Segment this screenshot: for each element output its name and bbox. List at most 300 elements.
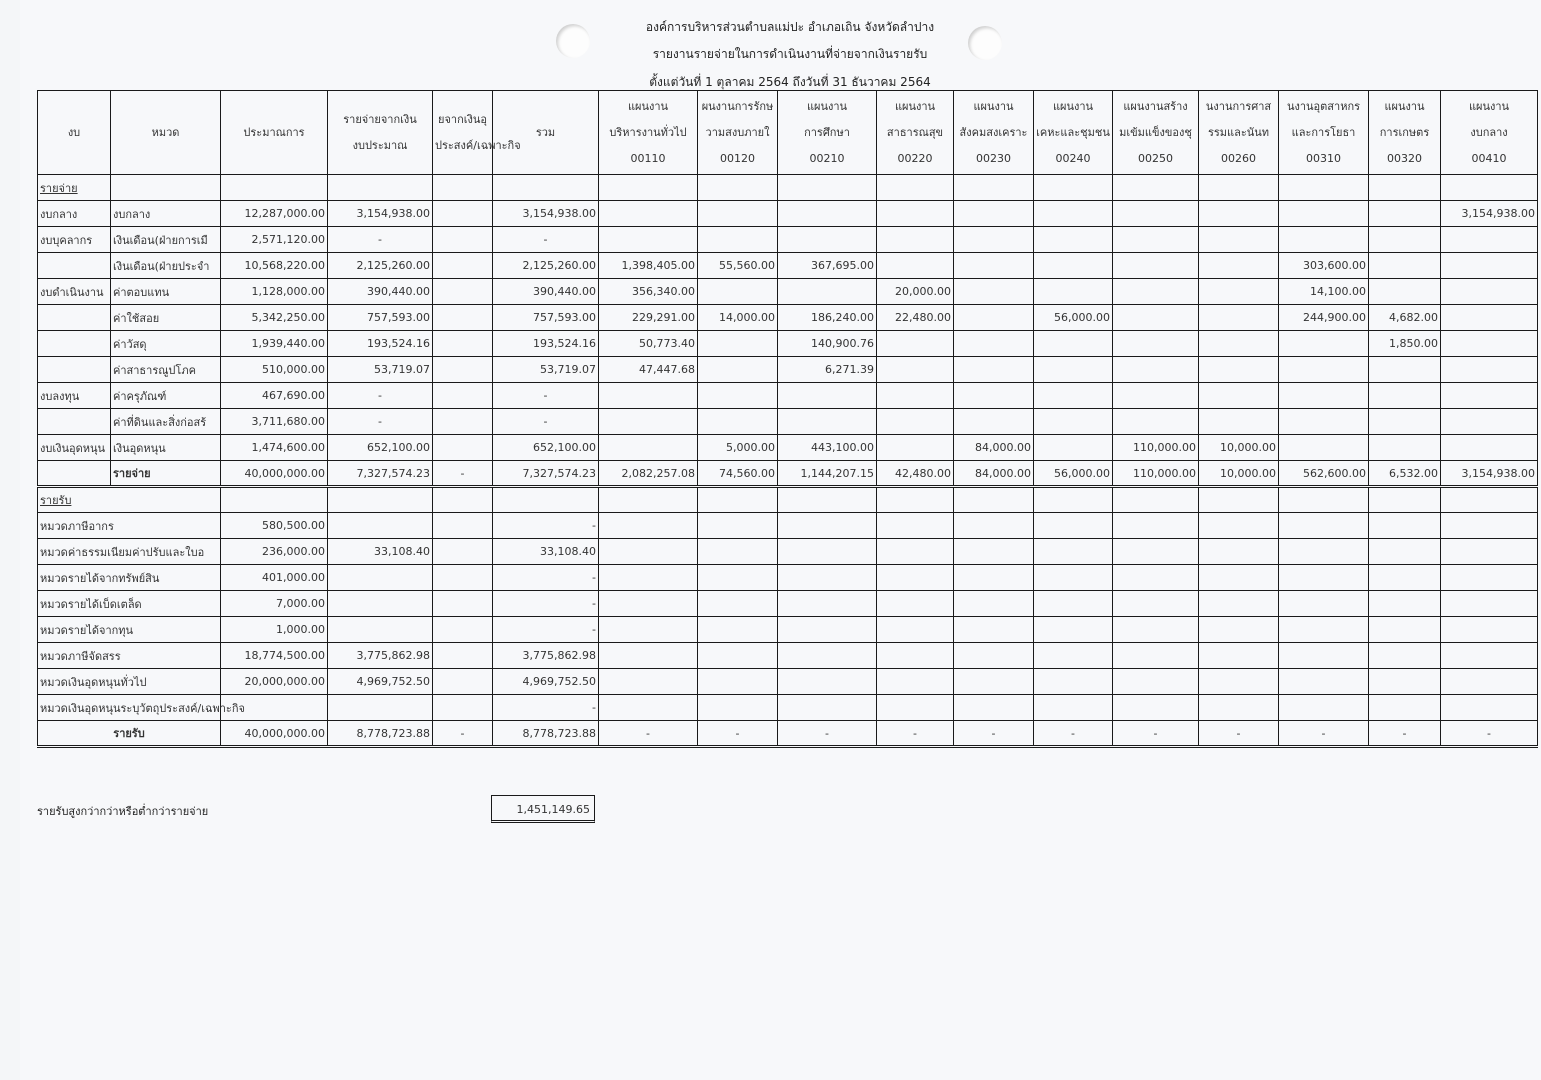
table-cell [778,513,877,539]
amount-cell: 236,000.00 [221,539,328,565]
column-header-line: และการโยธา [1291,125,1356,139]
amount-cell [698,383,778,409]
table-cell [1199,695,1279,721]
amount-cell [1441,227,1538,253]
amount-cell [1441,383,1538,409]
amount-cell [954,409,1034,435]
surplus-value: 1,451,149.65 [491,795,595,823]
amount-cell: 652,100.00 [328,435,433,461]
column-header [1034,91,1113,175]
amount-cell [1369,253,1441,279]
table-row [38,435,1538,461]
table-cell [599,539,698,565]
amount-cell: 580,500.00 [221,513,328,539]
column-header [433,91,521,175]
income-category-cell: หมวดรายได้จากทุน [38,617,221,643]
column-header [1113,91,1199,175]
total-amount-cell: 10,000.00 [1199,461,1279,487]
table-cell [778,591,877,617]
table-cell [1369,539,1441,565]
table-cell [1279,695,1369,721]
column-header [1441,91,1538,175]
org-title: องค์การบริหารส่วนตำบลแม่ปะ อำเภอเถิน จังหวัดลำปาง [645,20,935,34]
table-cell [1113,591,1199,617]
amount-cell [1369,409,1441,435]
amount-cell [877,331,954,357]
table-cell [1199,669,1279,695]
amount-cell [1279,357,1369,383]
amount-cell: - [493,565,599,591]
amount-cell [698,409,778,435]
amount-cell: 110,000.00 [1113,435,1199,461]
column-header [599,91,698,175]
table-row [38,643,1538,669]
column-header-line: 00250 [1138,151,1173,165]
amount-cell: 55,560.00 [698,253,778,279]
total-amount-cell: 56,000.00 [1034,461,1113,487]
amount-cell: 1,128,000.00 [221,279,328,305]
table-cell [1113,669,1199,695]
budget-type-cell: งบลงทุน [38,383,111,409]
table-cell [599,669,698,695]
table-cell [954,669,1034,695]
table-cell [698,487,778,513]
table-cell [954,591,1034,617]
column-header-line: งบ [67,125,81,139]
table-cell [1034,175,1113,201]
amount-cell [1199,253,1279,279]
table-cell [1441,643,1538,669]
amount-cell [877,409,954,435]
amount-cell [433,539,493,565]
amount-cell: - [493,513,599,539]
table-cell [221,175,328,201]
column-header-line: นงานการศาส [1205,99,1272,113]
amount-cell [1441,253,1538,279]
amount-cell [1369,201,1441,227]
table-cell [1113,175,1199,201]
table-cell [1369,591,1441,617]
amount-cell: 6,271.39 [778,357,877,383]
amount-cell [433,695,493,721]
amount-cell: 5,342,250.00 [221,305,328,331]
amount-cell [1441,409,1538,435]
amount-cell: 193,524.16 [493,331,599,357]
table-cell [698,565,778,591]
total-amount-cell: 110,000.00 [1113,461,1199,487]
table-cell [1113,695,1199,721]
table-cell [954,695,1034,721]
amount-cell: 84,000.00 [954,435,1034,461]
amount-cell [328,565,433,591]
total-amount-cell: - [877,721,954,747]
table-cell [599,175,698,201]
amount-cell: 10,568,220.00 [221,253,328,279]
table-cell [1279,539,1369,565]
column-header [1279,91,1369,175]
category-cell: งบกลาง [111,201,221,227]
amount-cell: 757,593.00 [493,305,599,331]
table-cell [1113,643,1199,669]
amount-cell [433,643,493,669]
amount-cell [599,409,698,435]
category-cell: เงินเดือน(ฝ่ายการเมื [111,227,221,253]
column-header-line: 00120 [720,151,755,165]
table-cell [1034,539,1113,565]
amount-cell: - [328,409,433,435]
total-amount-cell: - [433,461,493,487]
table-cell [877,591,954,617]
column-header-line: 00260 [1221,151,1256,165]
table-row [38,539,1538,565]
income-category-cell: หมวดเงินอุดหนุนทั่วไป [38,669,221,695]
total-amount-cell: - [1113,721,1199,747]
table-cell [877,643,954,669]
table-cell [698,175,778,201]
amount-cell: 2,571,120.00 [221,227,328,253]
column-header [328,91,433,175]
amount-cell: 20,000.00 [877,279,954,305]
table-cell [1199,175,1279,201]
table-row [38,279,1538,305]
column-header-line: ยจากเงินอุ [438,112,487,126]
column-header-line: แผนงาน [1468,99,1510,113]
column-header-line: งบประมาณ [352,138,408,152]
amount-cell: 467,690.00 [221,383,328,409]
table-cell [877,695,954,721]
table-cell [954,539,1034,565]
table-cell [493,175,599,201]
table-row [38,383,1538,409]
income-category-cell: หมวดภาษีอากร [38,513,221,539]
column-header-line: การศึกษา [804,125,850,139]
table-cell [1199,617,1279,643]
table-cell [1441,669,1538,695]
column-header-line: งบกลาง [1470,125,1508,139]
header-row [38,91,1538,175]
amount-cell [954,201,1034,227]
report-table [37,90,1538,748]
total-amount-cell: - [433,721,493,747]
amount-cell: 5,000.00 [698,435,778,461]
table-cell [698,539,778,565]
amount-cell: 510,000.00 [221,357,328,383]
budget-type-cell: งบกลาง [38,201,111,227]
column-header-line: 00320 [1387,151,1422,165]
table-cell [38,461,111,487]
table-cell [954,513,1034,539]
table-cell [1034,643,1113,669]
total-label: รายจ่าย [111,461,221,487]
column-header [778,91,877,175]
amount-cell: 1,939,440.00 [221,331,328,357]
amount-cell: - [493,383,599,409]
amount-cell: 33,108.40 [328,539,433,565]
table-cell [1441,695,1538,721]
amount-cell [1034,331,1113,357]
table-cell [778,487,877,513]
category-cell: ค่าครุภัณฑ์ [111,383,221,409]
table-cell [1279,565,1369,591]
table-cell [1369,175,1441,201]
table-cell [1369,487,1441,513]
total-amount-cell: - [599,721,698,747]
total-amount-cell: 8,778,723.88 [493,721,599,747]
column-header-line: รรมและนันท [1207,125,1270,139]
amount-cell [877,253,954,279]
table-cell [698,591,778,617]
amount-cell [954,357,1034,383]
amount-cell: 652,100.00 [493,435,599,461]
amount-cell [433,409,493,435]
amount-cell [1199,331,1279,357]
amount-cell [698,201,778,227]
amount-cell [1369,435,1441,461]
column-header-line: บริหารงานทั่วไป [609,125,687,139]
amount-cell: 53,719.07 [493,357,599,383]
surplus-label: รายรับสูงกว่ากว่าหรือต่ำกว่ารายจ่าย [37,805,209,818]
total-label: รายรับ [38,721,221,747]
total-amount-cell: - [1441,721,1538,747]
column-header [38,91,111,175]
table-cell [1441,175,1538,201]
amount-cell [1034,409,1113,435]
amount-cell [328,617,433,643]
table-cell [954,617,1034,643]
column-header-line: สาธารณสุข [886,125,944,139]
table-row [38,409,1538,435]
table-row [38,591,1538,617]
budget-type-cell: งบเงินอุดหนุน [38,435,111,461]
column-header-line: หมวด [151,125,180,139]
amount-cell [433,435,493,461]
amount-cell [954,383,1034,409]
table-cell [877,487,954,513]
section-row [38,487,1538,513]
amount-cell [877,357,954,383]
budget-type-cell [38,409,111,435]
column-header-line: 00310 [1306,151,1341,165]
amount-cell [433,201,493,227]
amount-cell [433,305,493,331]
table-cell [778,695,877,721]
column-header-line: แผนงานสร้าง [1123,99,1188,113]
amount-cell: 4,682.00 [1369,305,1441,331]
amount-cell: 1,000.00 [221,617,328,643]
amount-cell [1113,357,1199,383]
amount-cell: 367,695.00 [778,253,877,279]
income-category-cell: หมวดรายได้เบ็ดเตล็ด [38,591,221,617]
column-header [493,91,599,175]
table-row [38,357,1538,383]
amount-cell [1034,279,1113,305]
amount-cell [433,227,493,253]
amount-cell [599,201,698,227]
amount-cell: 3,154,938.00 [493,201,599,227]
amount-cell [698,279,778,305]
amount-cell: 4,969,752.50 [493,669,599,695]
table-cell [1279,643,1369,669]
amount-cell [1441,279,1538,305]
amount-cell [877,227,954,253]
column-header-line: แผนงาน [1052,99,1094,113]
report-title: รายงานรายจ่ายในการดำเนินงานที่จ่ายจากเงินรายรับ [652,47,928,61]
table-cell [778,617,877,643]
income-total-row [38,721,1538,747]
amount-cell: 303,600.00 [1279,253,1369,279]
amount-cell [433,253,493,279]
column-header-line: ผนงานการรักษ [701,99,774,113]
amount-cell: 1,850.00 [1369,331,1441,357]
table-cell [698,669,778,695]
table-cell [877,565,954,591]
table-cell [1199,539,1279,565]
amount-cell [328,591,433,617]
amount-cell [433,617,493,643]
column-header-line: รวม [535,125,556,139]
table-cell [1113,513,1199,539]
amount-cell: 390,440.00 [493,279,599,305]
table-cell [1279,669,1369,695]
table-cell [1034,695,1113,721]
amount-cell [698,357,778,383]
total-amount-cell: - [954,721,1034,747]
table-cell [1034,591,1113,617]
total-amount-cell: 7,327,574.23 [493,461,599,487]
amount-cell [1199,305,1279,331]
total-amount-cell: - [1034,721,1113,747]
total-amount-cell: 6,532.00 [1369,461,1441,487]
amount-cell: 1,398,405.00 [599,253,698,279]
total-amount-cell: 8,778,723.88 [328,721,433,747]
table-cell [778,669,877,695]
amount-cell: 53,719.07 [328,357,433,383]
table-cell [599,513,698,539]
amount-cell [778,383,877,409]
column-header-line: สังคมสงเคราะ [959,125,1028,139]
table-cell [1034,513,1113,539]
table-cell [1279,175,1369,201]
amount-cell [1034,253,1113,279]
table-row [38,565,1538,591]
total-amount-cell: - [1369,721,1441,747]
section-label: รายรับ [38,487,221,513]
table-cell [1441,513,1538,539]
amount-cell: 14,100.00 [1279,279,1369,305]
amount-cell: 18,774,500.00 [221,643,328,669]
table-cell [954,487,1034,513]
amount-cell [698,227,778,253]
amount-cell: 47,447.68 [599,357,698,383]
table-cell [1034,669,1113,695]
amount-cell: 193,524.16 [328,331,433,357]
amount-cell: 50,773.40 [599,331,698,357]
column-header-line: รายจ่ายจากเงิน [343,112,417,126]
column-header-line: 00230 [976,151,1011,165]
budget-type-cell [38,331,111,357]
amount-cell: 244,900.00 [1279,305,1369,331]
amount-cell: 10,000.00 [1199,435,1279,461]
amount-cell [1369,279,1441,305]
amount-cell [877,201,954,227]
section-row [38,175,1538,201]
table-cell [1369,513,1441,539]
amount-cell: 20,000,000.00 [221,669,328,695]
amount-cell [1441,435,1538,461]
column-header [221,91,328,175]
amount-cell [1369,227,1441,253]
column-header-line: แผนงาน [627,99,669,113]
amount-cell [1199,357,1279,383]
amount-cell: 2,125,260.00 [493,253,599,279]
amount-cell [433,383,493,409]
amount-cell: 3,154,938.00 [328,201,433,227]
table-cell [599,617,698,643]
table-cell [778,539,877,565]
total-amount-cell: - [778,721,877,747]
amount-cell [877,435,954,461]
table-row [38,669,1538,695]
table-cell [954,175,1034,201]
table-cell [698,643,778,669]
table-row [38,331,1538,357]
amount-cell [1199,383,1279,409]
amount-cell [433,279,493,305]
amount-cell [1369,383,1441,409]
total-amount-cell: 1,144,207.15 [778,461,877,487]
amount-cell [1279,383,1369,409]
table-cell [1441,487,1538,513]
table-cell [433,175,493,201]
amount-cell [1113,279,1199,305]
table-cell [954,565,1034,591]
table-cell [1369,565,1441,591]
table-cell [1113,617,1199,643]
amount-cell: 1,474,600.00 [221,435,328,461]
budget-type-cell [38,253,111,279]
column-header-line: แผนงาน [894,99,936,113]
amount-cell: 186,240.00 [778,305,877,331]
column-header-line: แผนงาน [1384,99,1425,113]
column-header-line: เคหะและชุมชน [1036,125,1110,139]
table-cell [1279,513,1369,539]
amount-cell [877,383,954,409]
column-header [954,91,1034,175]
table-cell [1279,591,1369,617]
total-amount-cell: - [1279,721,1369,747]
table-cell [1369,643,1441,669]
amount-cell [1199,279,1279,305]
amount-cell [328,695,433,721]
table-cell [877,513,954,539]
table-row [38,253,1538,279]
column-header-line: 00240 [1055,151,1091,165]
income-category-cell: หมวดรายได้จากทรัพย์สิน [38,565,221,591]
table-cell [778,175,877,201]
budget-type-cell: งบบุคลากร [38,227,111,253]
amount-cell: - [493,409,599,435]
table-cell [1034,487,1113,513]
amount-cell: 12,287,000.00 [221,201,328,227]
table-cell [877,669,954,695]
amount-cell [778,201,877,227]
amount-cell [778,227,877,253]
table-cell [599,695,698,721]
table-cell [599,643,698,669]
amount-cell [1199,201,1279,227]
column-header [1199,91,1279,175]
amount-cell [1279,201,1369,227]
